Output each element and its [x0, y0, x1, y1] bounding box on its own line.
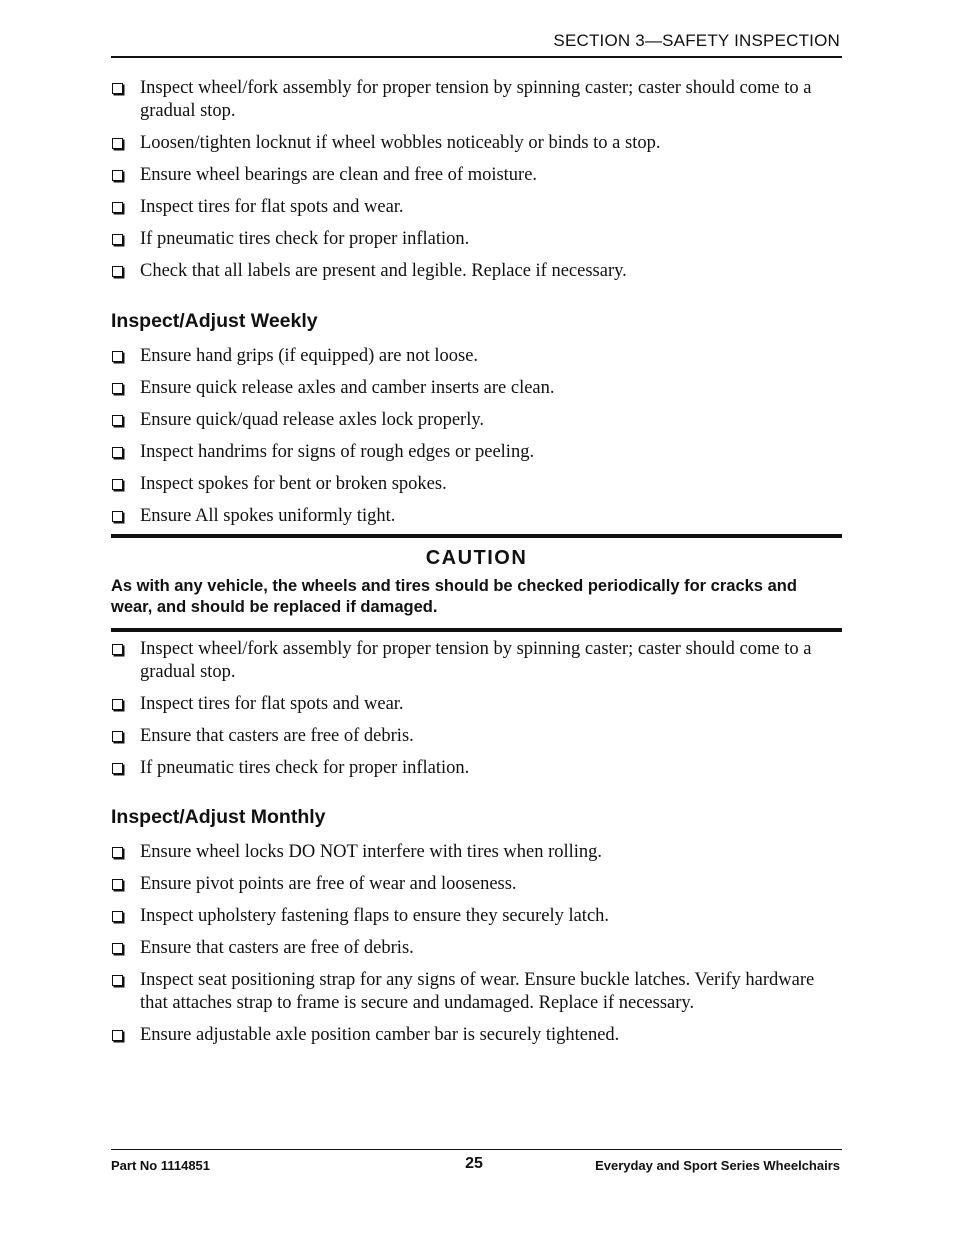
checklist-item-text: Inspect tires for flat spots and wear. [140, 197, 404, 217]
checkbox-icon [112, 975, 123, 986]
checkbox-icon [112, 644, 123, 655]
checklist-item-text: Ensure quick release axles and camber inserts are clean. [140, 378, 555, 398]
checklist-item-text: Inspect wheel/fork assembly for proper tension by spinning caster; caster should come to a gradual stop. [140, 78, 812, 121]
checklist-monthly [111, 841, 842, 1056]
checkbox-icon [112, 138, 123, 149]
manual-page [111, 0, 842, 1235]
checklist-item-text: Ensure quick/quad release axles lock properly. [140, 410, 485, 430]
checklist-item [111, 228, 842, 251]
part-number: Part No 1114851 [111, 1158, 211, 1173]
checklist-item [111, 1024, 842, 1047]
checklist-item-text: If pneumatic tires check for proper inflation. [140, 229, 470, 249]
checklist-item [111, 969, 842, 1015]
checklist-item [111, 345, 842, 368]
checklist-item [111, 260, 842, 283]
checkbox-icon [112, 415, 123, 426]
checklist-daily [111, 77, 842, 292]
caution-title: CAUTION [425, 547, 528, 569]
checklist-item-text: Loosen/tighten locknut if wheel wobbles noticeably or binds to a stop. [140, 133, 661, 153]
checklist-item-text: Inspect upholstery fastening flaps to ensure they securely latch. [140, 906, 610, 926]
checkbox-icon [112, 479, 123, 490]
checklist-weekly [111, 345, 842, 537]
checklist-item-text: Ensure wheel locks DO NOT interfere with tires when rolling. [140, 842, 603, 862]
checkbox-icon [112, 202, 123, 213]
weekly-heading: Inspect/Adjust Weekly [111, 310, 318, 332]
checklist-item [111, 77, 842, 123]
checkbox-icon [112, 266, 123, 277]
checklist-item [111, 473, 842, 496]
checklist-item-text: If pneumatic tires check for proper inflation. [140, 758, 470, 778]
checklist-item [111, 377, 842, 400]
checkbox-icon [112, 351, 123, 362]
checkbox-icon [112, 847, 123, 858]
checklist-item-text: Inspect tires for flat spots and wear. [140, 694, 404, 714]
page-header [111, 30, 842, 58]
checkbox-icon [112, 731, 123, 742]
checklist-item [111, 505, 842, 528]
checkbox-icon [112, 83, 123, 94]
checkbox-icon [112, 911, 123, 922]
checklist-item-text: Inspect wheel/fork assembly for proper tension by spinning caster; caster should come to a gradual stop. [140, 639, 812, 682]
checklist-item-text: Ensure that casters are free of debris. [140, 938, 414, 958]
checkbox-icon [112, 699, 123, 710]
checklist-item-text: Ensure All spokes uniformly tight. [140, 506, 396, 526]
checklist-item-text: Ensure adjustable axle position camber bar is securely tightened. [140, 1025, 620, 1045]
checklist-item-text: Inspect seat positioning strap for any signs of wear. Ensure buckle latches. Verify hardware that attaches strap to frame is secure and undamaged. Replace if necessary. [140, 970, 815, 1013]
checklist-item [111, 441, 842, 464]
checklist-item-text: Ensure hand grips (if equipped) are not loose. [140, 346, 479, 366]
checkbox-icon [112, 170, 123, 181]
checklist-item-text: Inspect spokes for bent or broken spokes. [140, 474, 447, 494]
checkbox-icon [112, 763, 123, 774]
checklist-item-text: Check that all labels are present and legible. Replace if necessary. [140, 261, 627, 281]
section-title: SECTION 3—SAFETY INSPECTION [553, 31, 840, 50]
checklist-item [111, 873, 842, 896]
checkbox-icon [112, 383, 123, 394]
product-name: Everyday and Sport Series Wheelchairs [595, 1158, 840, 1173]
checklist-item [111, 164, 842, 187]
checklist-item [111, 638, 842, 684]
caution-text: As with any vehicle, the wheels and tires should be checked periodically for cracks and wear, and should be replaced if damaged. [111, 577, 797, 616]
checkbox-icon [112, 511, 123, 522]
caution-box [111, 534, 842, 632]
checklist-item-text: Ensure pivot points are free of wear and looseness. [140, 874, 517, 894]
checkbox-icon [112, 1030, 123, 1041]
checklist-item-text: Inspect handrims for signs of rough edges or peeling. [140, 442, 535, 462]
checklist-item [111, 196, 842, 219]
checklist-item [111, 757, 842, 780]
checkbox-icon [112, 447, 123, 458]
checklist-item [111, 409, 842, 432]
checklist-item-text: Ensure that casters are free of debris. [140, 726, 414, 746]
checkbox-icon [112, 234, 123, 245]
checklist-item [111, 841, 842, 864]
checkbox-icon [112, 943, 123, 954]
checklist-caster [111, 638, 842, 789]
checkbox-icon [112, 879, 123, 890]
checklist-item-text: Ensure wheel bearings are clean and free of moisture. [140, 165, 538, 185]
page-footer [111, 1149, 842, 1180]
checklist-item [111, 725, 842, 748]
checklist-item [111, 132, 842, 155]
monthly-heading: Inspect/Adjust Monthly [111, 806, 326, 828]
checklist-item [111, 937, 842, 960]
checklist-item [111, 905, 842, 928]
checklist-item [111, 693, 842, 716]
page-number: 25 [465, 1155, 483, 1172]
